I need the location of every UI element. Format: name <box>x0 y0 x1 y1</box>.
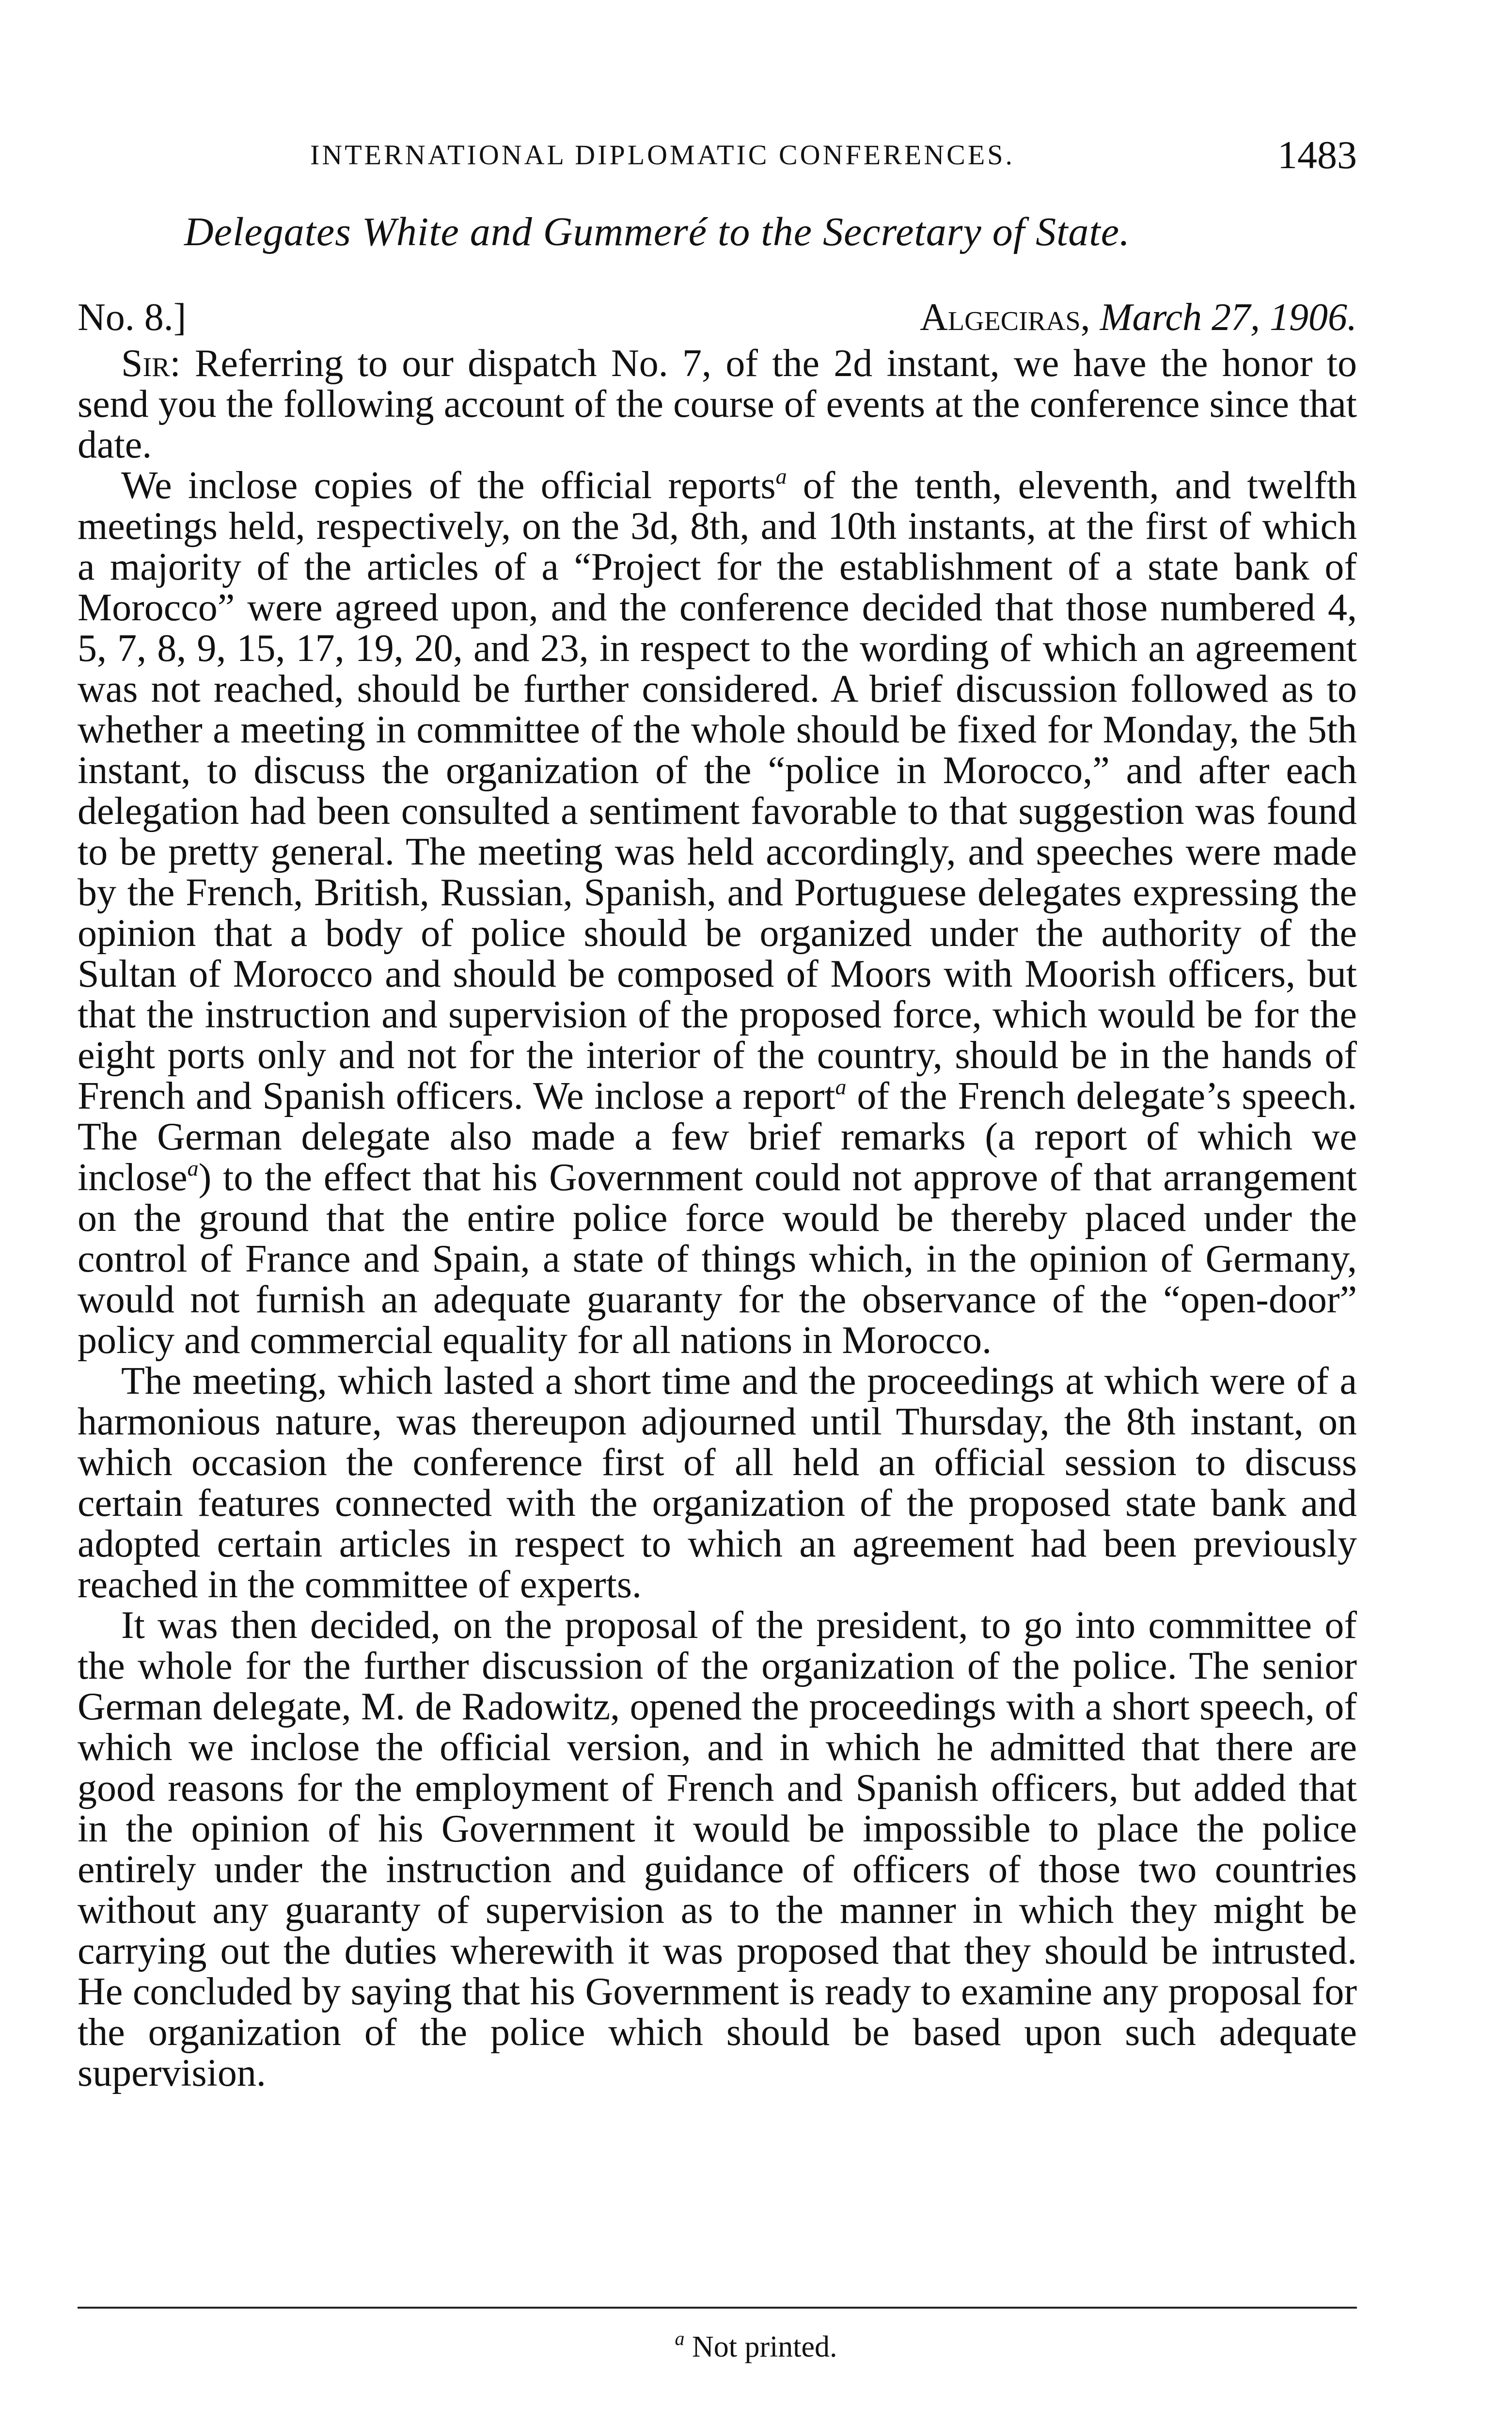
paragraph-2-part-b: of the tenth, eleventh, and twelfth meetings held, respectively, on the 3d, 8th, and 10th instants, at the first of which a majority of the articles of a “Project for the establishment of a state bank of Morocco” were agreed upon, and the conference decided that those numbered 4, 5, 7, 8, 9, 15, 17, 19, 20, and 23, in respect to the wording of which an agreement was not reached, should be further considered. A brief discussion followed as to whether a meeting in committee of the whole should be fixed for Monday, the 5th instant, to discuss the organization of the “police in Morocco,” and after each delegation had been consulted a sentiment favorable to that suggestion was found to be pretty general. The meeting was held accordingly, and speeches were made by the French, British, Russian, Spanish, and Portuguese delegates expressing the opinion that a body of police should be organized under the authority of the Sultan of Morocco and should be composed of Moors with Moorish officers, but that the instruction and supervision of the proposed force, which would be for the eight ports only and not for the interior of the country, should be in the hands of French and Spanish officers. We inclose a report <box>78 464 1357 1117</box>
footnote-symbol: a <box>675 2328 685 2349</box>
paragraph-1-text: Referring to our dispatch No. 7, of the 2d instant, we have the honor to send you the following account of the course of events at the conference since that date. <box>78 342 1357 466</box>
dateline-place-date <box>920 293 1357 342</box>
paragraph-2-part-c: of the French delegate’s speech. The German delegate also made a few brief remarks (a report of which we inclose <box>78 1075 1357 1199</box>
page-number: 1483 <box>1277 133 1357 177</box>
letter-body <box>78 343 1357 2093</box>
footnote-marker: a <box>835 1074 847 1099</box>
paragraph-2-part-d: ) to the effect that his Government could not approve of that arrangement on the ground that the entire police force would be thereby placed under the control of France and Spain, a state of things which, in the opinion of Germany, would not furnish an adequate guaranty for the observance of the “open-door” policy and commercial equality for all nations in Morocco. <box>78 1156 1357 1362</box>
dateline-place: Algeciras, <box>920 296 1090 339</box>
running-head <box>78 126 1357 184</box>
dateline-date: March 27, 1906. <box>1100 296 1357 339</box>
footnote <box>0 2330 1512 2364</box>
footnote-marker: a <box>187 1156 199 1180</box>
paragraph-2-part-a: We inclose copies of the official reports <box>121 464 776 507</box>
paragraph-2 <box>78 465 1357 1361</box>
paragraph-3: The meeting, which lasted a short time and the proceedings at which were of a harmonious nature, was thereupon adjourned until Thursday, the 8th instant, on which occasion the conference first of all held an official session to discuss certain features connected with the organization of the proposed state bank and adopted certain articles in respect to which an agreement had been previously reached in the committee of experts. <box>78 1360 1357 1606</box>
letter-heading: Delegates White and Gummeré to the Secretary of State. <box>184 209 1131 254</box>
paragraph-1 <box>78 343 1357 465</box>
dispatch-number: No. 8.] <box>78 296 187 339</box>
footnote-text: Not printed. <box>692 2330 837 2363</box>
footnote-marker: a <box>775 464 787 488</box>
dateline <box>78 293 1357 342</box>
paragraph-4: It was then decided, on the proposal of the president, to go into committee of the whole for the further discussion of the organization of the police. The senior German delegate, M. de Radowitz, opened the proceedings with a short speech, of which we inclose the official version, and in which he admitted that there are good reasons for the employment of French and Spanish officers, but added that in the opinion of his Government it would be impossible to place the police entirely under the instruction and guidance of officers of those two countries without any guaranty of supervision as to the manner in which they might be carrying out the duties wherewith it was proposed that they should be intrusted. He concluded by saying that his Government is ready to examine any proposal for the organization of the police which should be based upon such adequate supervision. <box>78 1604 1357 2094</box>
footnote-divider <box>78 2307 1357 2309</box>
salutation: Sir: <box>121 342 181 385</box>
running-head-title: INTERNATIONAL DIPLOMATIC CONFERENCES. <box>310 139 1015 171</box>
